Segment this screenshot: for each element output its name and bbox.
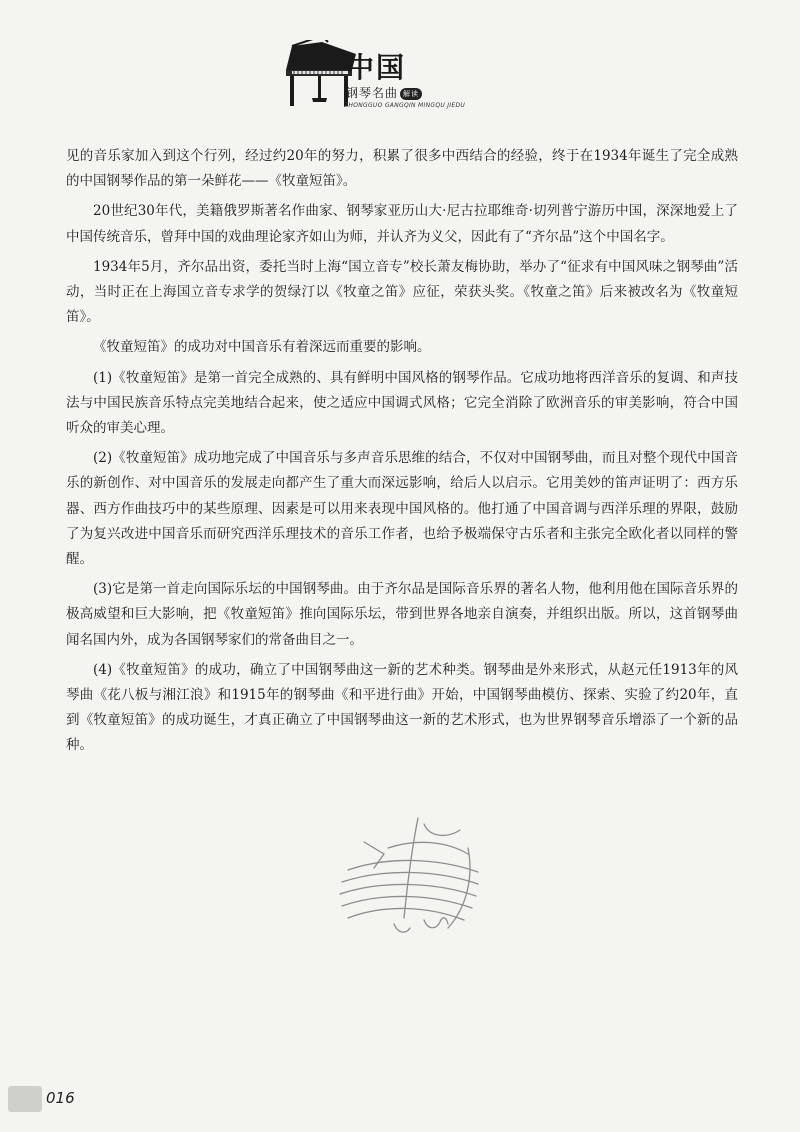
paragraph: 见的音乐家加入到这个行列，经过约20年的努力，积累了很多中西结合的经验，终于在1934年诞生了完全成熟的中国钢琴作品的第一朵鲜花——《牧童短笛》。 [66, 148, 738, 190]
paragraph: (1)《牧童短笛》是第一首完全成熟的、具有鲜明中国风格的钢琴作品。它成功地将西洋音乐的复调、和声技法与中国民族音乐特点完美地结合起来，使之适应中国调式风格；它完全消除了欧洲音乐的审美影响，符合中国听众的审美心理。 [66, 369, 738, 437]
signature-watermark-icon [328, 808, 498, 948]
paragraph: (4)《牧童短笛》的成功，确立了中国钢琴曲这一新的艺术种类。钢琴曲是外来形式，从赵元任1913年的风琴曲《花八板与湘江浪》和1915年的钢琴曲《和平进行曲》开始，中国钢琴曲模仿、探索、实验了约20年，直到《牧童短笛》的成功诞生，才真正确立了中国钢琴曲这一新的艺术形式，也为世界钢琴音乐增添了一个新的品种。 [66, 661, 738, 754]
logo-subtitle [346, 84, 422, 101]
logo-badge: 解读 [400, 88, 422, 100]
logo-subtitle-text: 钢琴名曲 [346, 86, 399, 100]
logo-pinyin: ZHONGGUO GANGQIN MINGQU JIEDU [344, 102, 466, 109]
paragraph: 《牧童短笛》的成功对中国音乐有着深远而重要的影响。 [93, 339, 431, 356]
paragraph: (3)它是第一首走向国际乐坛的中国钢琴曲。由于齐尔品是国际音乐界的著名人物，他利用他在国际音乐界的极高威望和巨大影响，把《牧童短笛》推向国际乐坛，带到世界各地亲自演奏，并组织出版。所以，这首钢琴曲闻名国内外，成为各国钢琴家们的常备曲目之一。 [66, 581, 738, 648]
page-number: 016 [46, 1089, 75, 1107]
logo-title: 中国 [346, 51, 407, 84]
paragraph: 1934年5月，齐尔品出资，委托当时上海“国立音专”校长萧友梅协助，举办了“征求有中国风味之钢琴曲”活动，当时正在上海国立音专求学的贺绿汀以《牧童之笛》应征，荣获头奖。《牧童之笛》后来被改名为《牧童短笛》。 [66, 258, 738, 326]
article-body [66, 144, 738, 764]
paragraph: (2)《牧童短笛》成功地完成了中国音乐与多声音乐思维的结合，不仅对中国钢琴曲，而且对整个现代中国音乐的新创作、对中国音乐的发展走向都产生了重大而深远影响，给后人以启示。它用美妙的笛声证明了：西方乐器、西方作曲技巧中的某些原理、因素是可以用来表现中国风格的。他打通了中国音调与西洋乐理的界限，鼓励了为复兴改进中国音乐而研究西洋乐理技术的音乐工作者，也给予极端保守古乐者和主张完全欧化者以同样的警醒。 [66, 450, 738, 568]
footer-tab-mark [8, 1086, 42, 1112]
book-header-logo [282, 40, 466, 112]
paragraph: 20世纪30年代，美籍俄罗斯著名作曲家、钢琴家亚历山大·尼古拉耶维奇·切列普宁游历中国，深深地爱上了中国传统音乐，曾拜中国的戏曲理论家齐如山为师，并认齐为义父，因此有了“齐尔品”这个中国名字。 [66, 203, 738, 245]
